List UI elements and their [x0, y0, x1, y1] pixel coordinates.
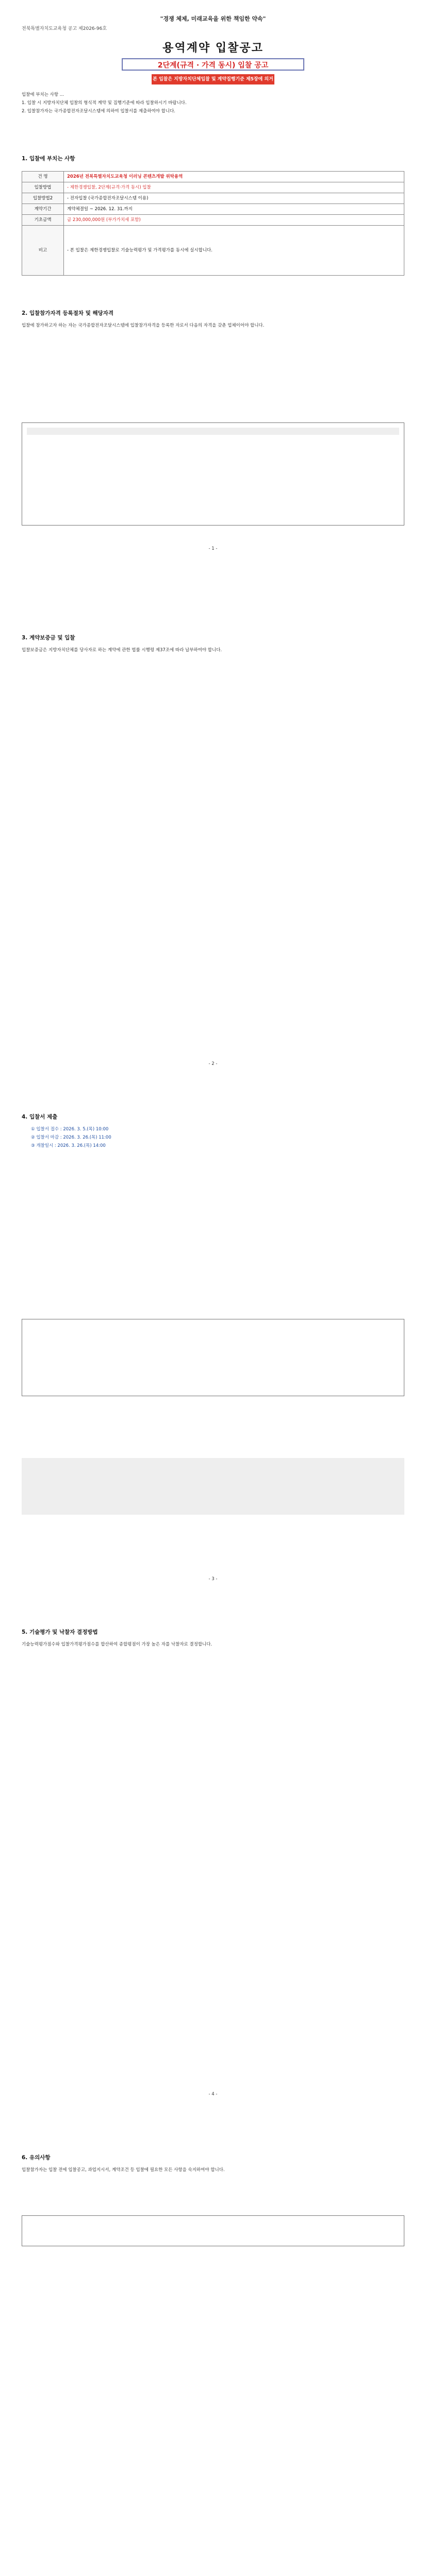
section-1-heading: 1. 입찰에 부치는 사항 — [22, 156, 75, 162]
section-6-text: 입찰참가자는 입찰 전에 입찰공고, 과업지시서, 계약조건 등 입찰에 필요한 모든 사항을 숙지하여야 합니다. — [22, 2167, 225, 2173]
section-2-text: 입찰에 참가하고자 하는 자는 국가종합전자조달시스템에 입찰참가자격을 등록한 자로서 다음의 자격을 갖춘 업체이어야 합니다. — [22, 323, 265, 328]
section-3-heading: 3. 계약보증금 및 입찰 — [22, 635, 75, 641]
table-row — [22, 193, 404, 204]
table-row — [22, 215, 404, 226]
row-value: 금 230,000,000원 (부가가치세 포함) — [64, 215, 404, 226]
intro-paragraph — [22, 91, 404, 115]
schedule-item: ① 입찰서 접수 : 2026. 3. 5.(목) 10:00 — [31, 1127, 109, 1132]
intro-line-2: 1. 입찰 시 지방자치단체 입찰의 형식적 계약 및 집행기준에 따라 입찰하시기 바랍니다. — [22, 100, 187, 106]
bid-subtitle: 2단계(규격 · 가격 동시) 입찰 공고 — [122, 58, 304, 71]
row-value: - 본 입찰은 제한경쟁입찰로 기술능력평가 및 가격평가를 동시에 실시합니다. — [64, 226, 404, 276]
section-4-heading: 4. 입찰서 제출 — [22, 1114, 58, 1120]
section-6-heading: 6. 유의사항 — [22, 2155, 51, 2161]
schedule-list — [31, 1125, 402, 1150]
table-row — [22, 182, 404, 193]
notice-box-header — [27, 428, 399, 435]
section-5-text: 기술능력평가점수와 입찰가격평가점수를 합산하여 종합평점이 가장 높은 자를 낙찰자로 결정합니다. — [22, 1642, 212, 1647]
row-key: 비고 — [22, 226, 64, 276]
instruction-box — [22, 1319, 404, 1396]
row-value: - 제한경쟁입찰, 2단계(규격·가격 동시) 입찰 — [64, 182, 404, 193]
table-row — [22, 204, 404, 215]
row-key: 입찰방법2 — [22, 193, 64, 204]
notice-shaded-box — [22, 1458, 404, 1515]
table-row — [22, 226, 404, 276]
schedule-item: ② 입찰서 마감 : 2026. 3. 26.(목) 11:00 — [31, 1135, 111, 1140]
row-key: 입찰방법 — [22, 182, 64, 193]
row-key: 건 명 — [22, 172, 64, 182]
page-number: - 2 - — [208, 1061, 218, 1066]
row-value: 계약체결일 ~ 2026. 12. 31.까지 — [64, 204, 404, 215]
section-3-text: 입찰보증금은 지방자치단체를 당사자로 하는 계약에 관한 법률 시행령 제37조에 따라 납부하여야 합니다. — [22, 648, 222, 653]
page-number: - 1 - — [208, 546, 218, 551]
schedule-item: ③ 개찰일시 : 2026. 3. 26.(목) 14:00 — [31, 1143, 106, 1148]
row-value: - 전자입찰 (국가종합전자조달시스템 이용) — [64, 193, 404, 204]
row-key: 계약기간 — [22, 204, 64, 215]
slogan: "경쟁 체제, 미래교육을 위한 책임한 약속" — [160, 15, 266, 22]
bid-summary-table — [22, 171, 404, 276]
page-number: - 3 - — [208, 1577, 218, 1582]
page-title: 용역계약 입찰공고 — [162, 42, 264, 55]
row-key: 기초금액 — [22, 215, 64, 226]
emergency-banner: 본 입찰은 지방자치단체입찰 및 계약집행기준 제5장에 의거 긴급공고임 — [152, 74, 274, 84]
section-5-heading: 5. 기술평가 및 낙찰자 결정방법 — [22, 1629, 98, 1635]
table-row — [22, 172, 404, 182]
notice-box — [22, 422, 404, 526]
intro-line-3: 2. 입찰참가자는 국가종합전자조달시스템에 의하여 입찰서를 제출하여야 합니다. — [22, 109, 175, 114]
row-value: 2026년 전북특별자치도교육청 이러닝 콘텐츠개발 위탁용역 — [64, 172, 404, 182]
page-number: - 4 - — [208, 2092, 218, 2097]
notice-number: 전북특별자치도교육청 공고 제2026-96호 — [22, 26, 107, 31]
section-2-heading: 2. 입찰참가자격 등록절차 및 해당자격 — [22, 310, 114, 316]
intro-line-1: 입찰에 부치는 사항 ... — [22, 92, 64, 97]
highlight-box — [22, 2215, 404, 2246]
